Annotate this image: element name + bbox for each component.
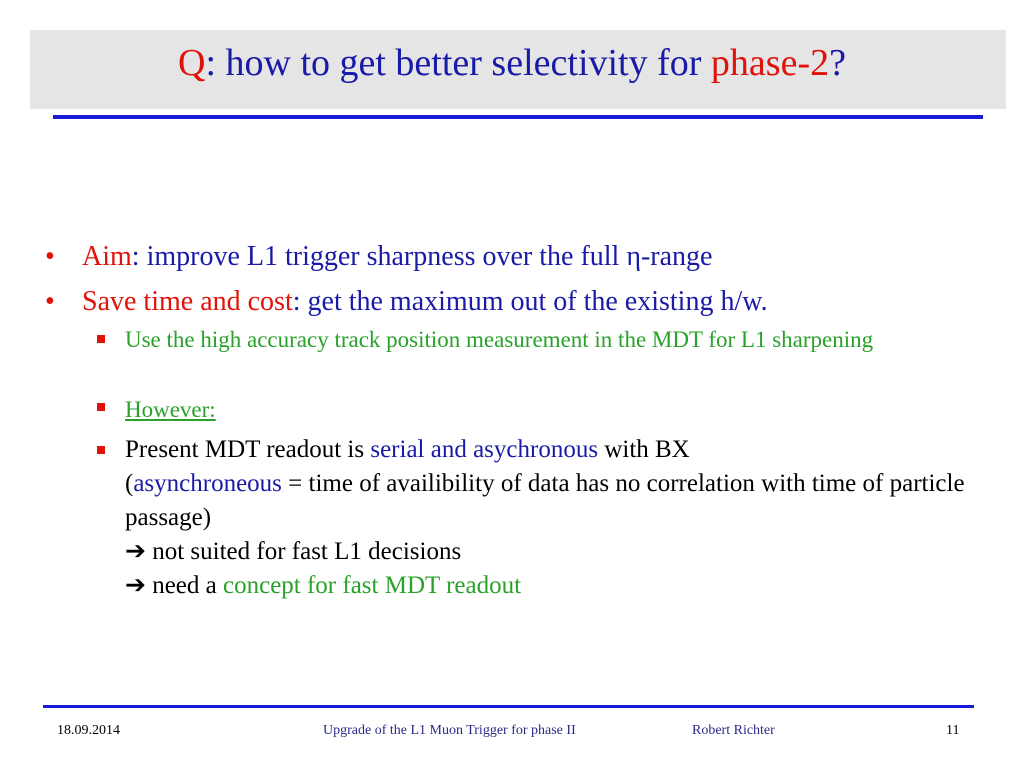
footer-subtitle: Upgrade of the L1 Muon Trigger for phase II: [323, 723, 576, 738]
square-bullet: [97, 403, 105, 411]
bullet-label: Aim: [82, 241, 132, 272]
footer-date: 18.09.2014: [57, 723, 120, 738]
subbullet-text: However:: [125, 397, 216, 422]
bullet-label: Save time and cost: [82, 286, 293, 317]
bullet-text: improve L1 trigger sharpness over the full η-range: [146, 241, 713, 272]
title-text: : how to get better selectivity for: [205, 42, 711, 84]
square-bullet: [97, 446, 105, 454]
bullet-dot: •: [45, 241, 55, 272]
bullet-text: get the maximum out of the existing h/w.: [307, 286, 768, 317]
title-phase: phase-2: [710, 42, 830, 84]
subbullet-text: Use the high accuracy track position measurement in the MDT for L1 sharpening: [125, 327, 874, 352]
title-end: ?: [829, 42, 846, 84]
slide-title: [0, 44, 1024, 82]
highlight-serial: serial and asychronous: [370, 436, 599, 463]
title-q: Q: [178, 42, 206, 84]
title-underline: [53, 115, 983, 119]
footer-rule: [43, 705, 974, 708]
square-bullet: [97, 335, 105, 343]
highlight-concept: concept for fast MDT readout: [223, 572, 522, 599]
arrow-icon: ➔: [125, 572, 146, 599]
footer-author: Robert Richter: [692, 723, 775, 738]
page-number: 11: [946, 723, 960, 738]
highlight-asynchroneous: asynchroneous: [133, 470, 282, 497]
bullet-dot: •: [45, 286, 55, 317]
arrow-icon: ➔: [125, 538, 146, 565]
